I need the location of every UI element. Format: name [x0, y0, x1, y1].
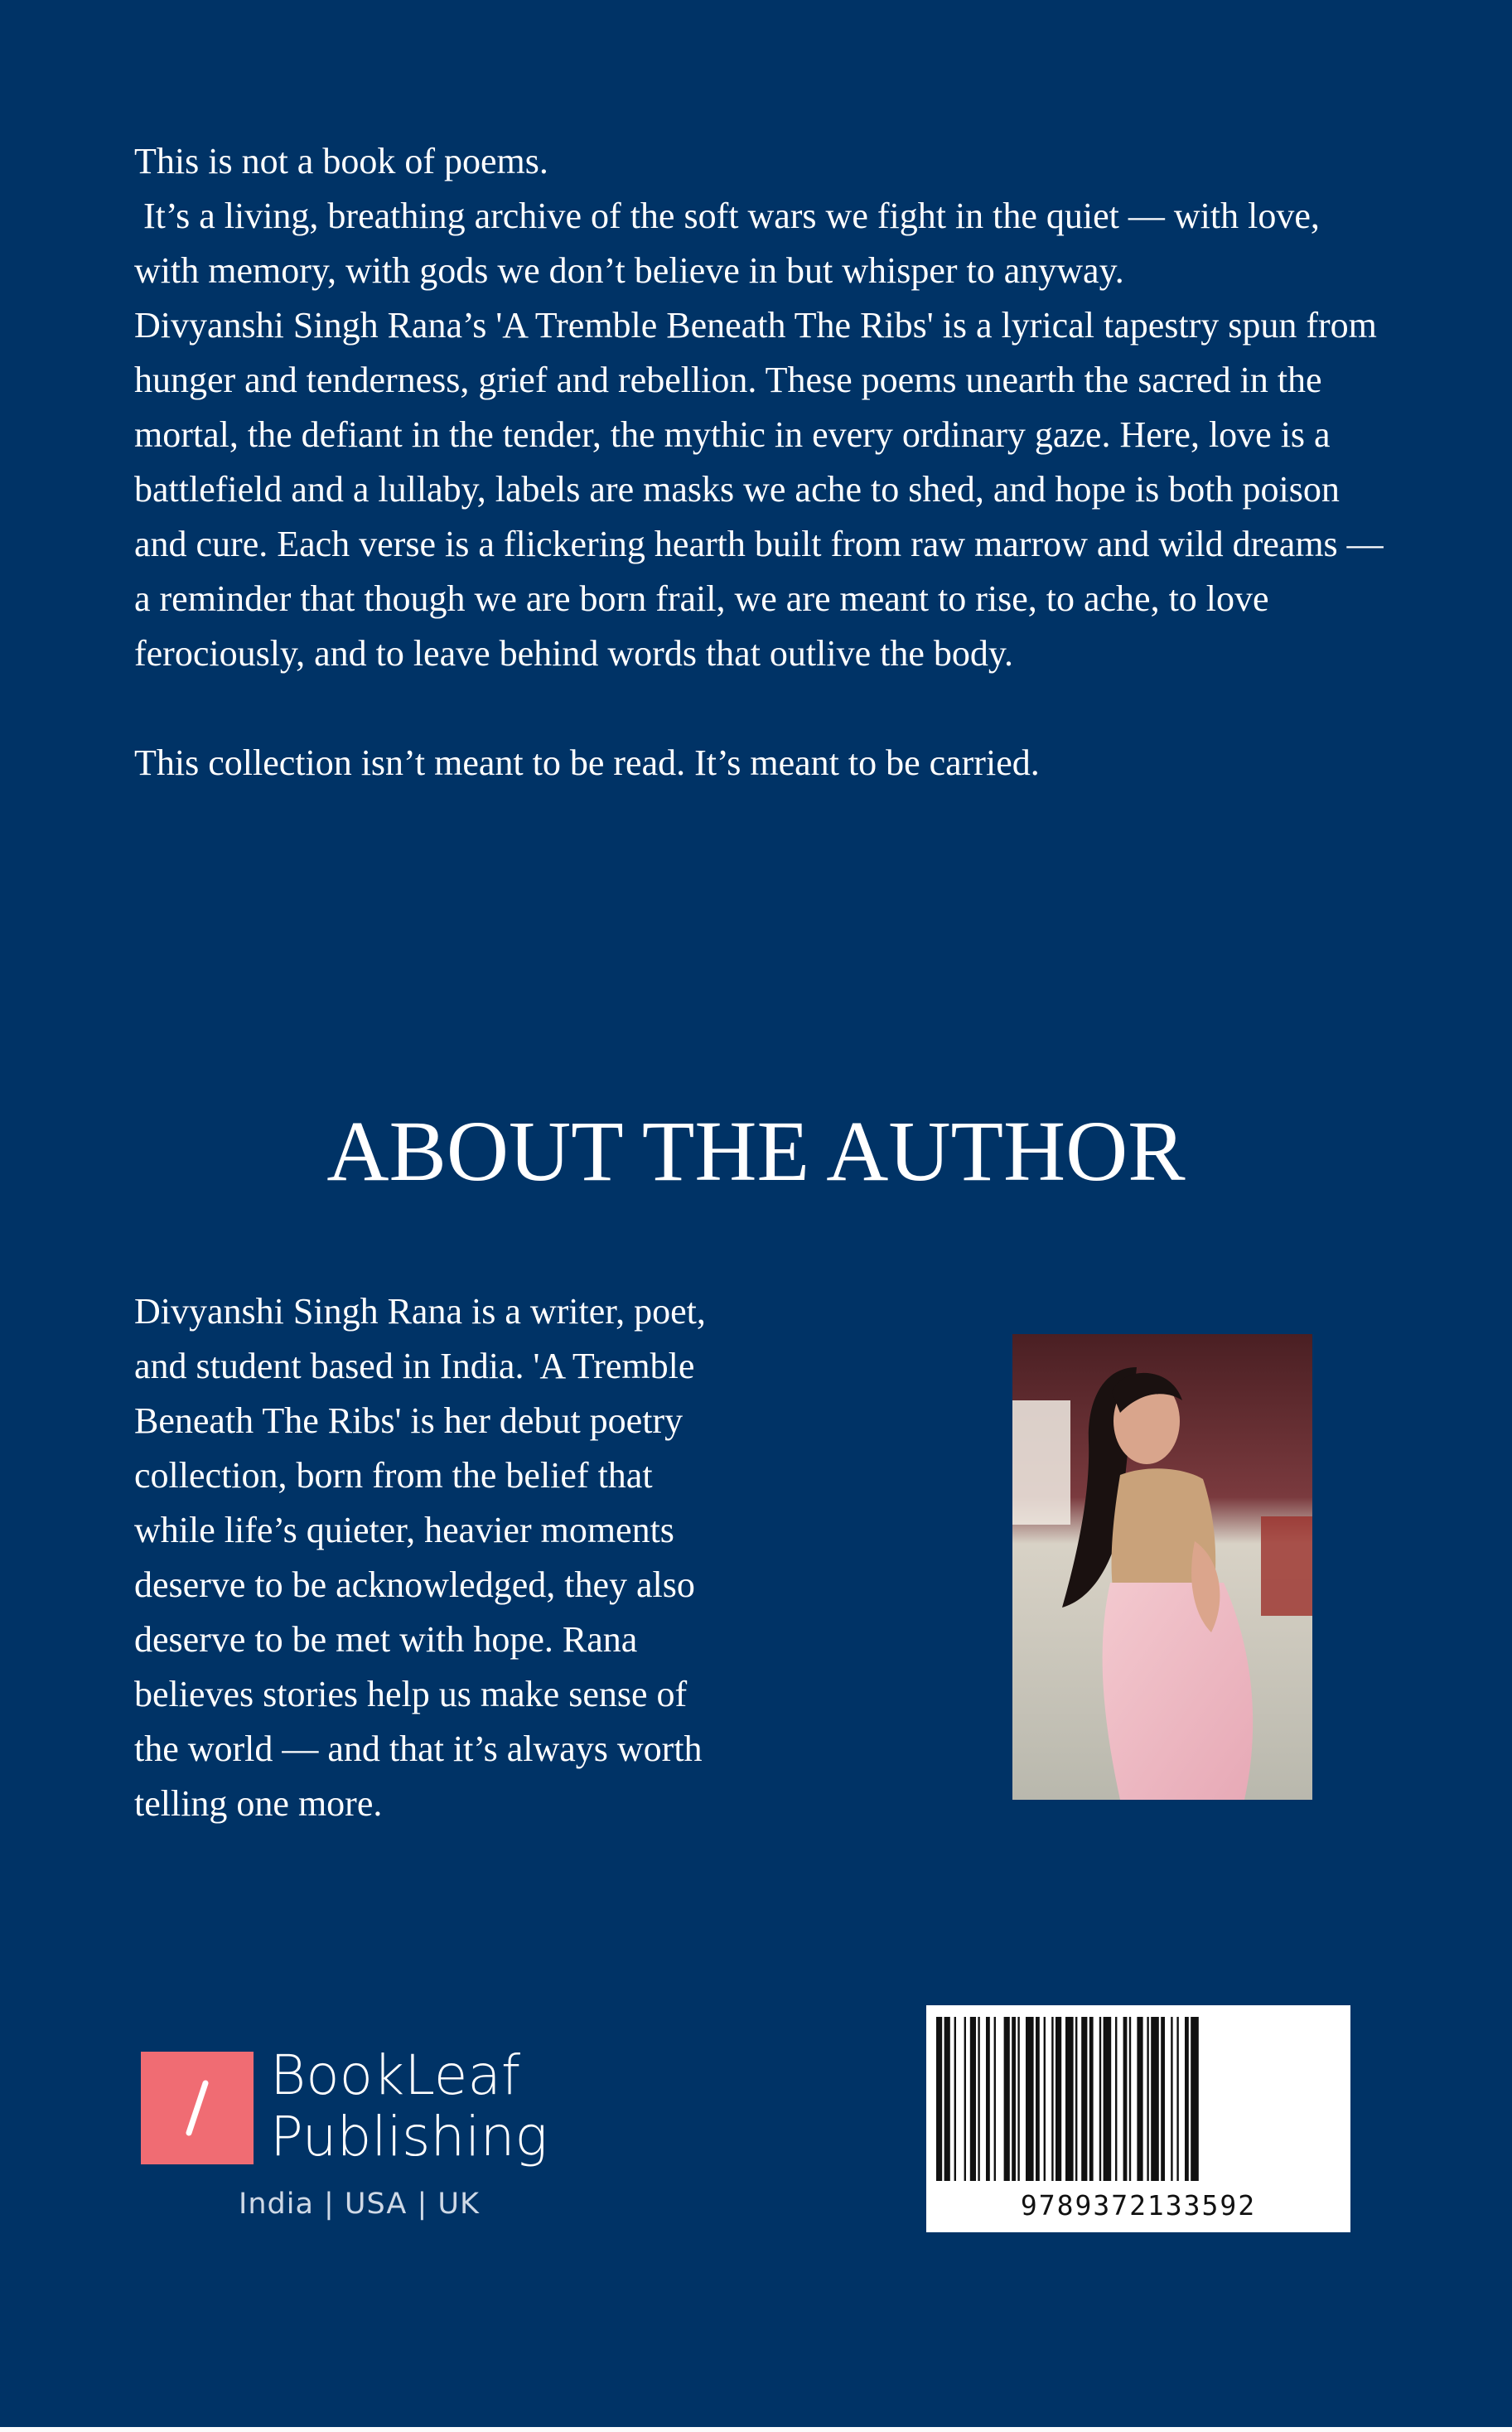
isbn-number: 9789372133592 — [1020, 2189, 1257, 2222]
bookleaf-logo-icon — [141, 2052, 254, 2164]
publisher-name — [270, 2045, 548, 2168]
publisher-regions: India | USA | UK — [239, 2188, 480, 2221]
about-author-heading: ABOUT THE AUTHOR — [326, 1104, 1186, 1199]
isbn-barcode — [926, 2005, 1350, 2232]
blurb-paragraph-2: This collection isn’t meant to be read. It’s meant to be carried. — [134, 742, 1040, 783]
publisher-name-line-2: Publishing — [270, 2105, 548, 2168]
publisher-block — [141, 2043, 572, 2221]
book-blurb — [134, 134, 1394, 791]
author-photo — [1012, 1334, 1312, 1800]
author-bio: Divyanshi Singh Rana is a writer, poet, and student based in India. 'A Tremble Beneath The Ribs' is her debut poetry collection, born from the belief that while life’s quieter, heavier moments deserve to be acknowledged, they also deserve to be met with hope. Rana believes stories help us make sense of the world — and that it’s always worth telling one more. — [134, 1291, 706, 1824]
publisher-name-line-1: BookLeaf — [270, 2043, 521, 2107]
blurb-paragraph-1: This is not a book of poems. It’s a living, breathing archive of the soft wars we fight in the quiet — with love, with memory, with gods we don’t believe in but whisper to anyway. Divyanshi Singh Rana’s 'A Tremble Beneath The Ribs' is a lyrical tapestry spun from hunger and tenderness, grief and rebellion. These poems unearth the sacred in the mortal, the defiant in the tender, the mythic in every ordinary gaze. Here, love is a battlefield and a lullaby, labels are masks we ache to shed, and hope is both poison and cure. Each verse is a flickering hearth built from raw marrow and wild dreams — a reminder that though we are born frail, we are meant to rise, to ache, to love ferociously, and to leave behind words that outlive the body. — [134, 141, 1384, 674]
